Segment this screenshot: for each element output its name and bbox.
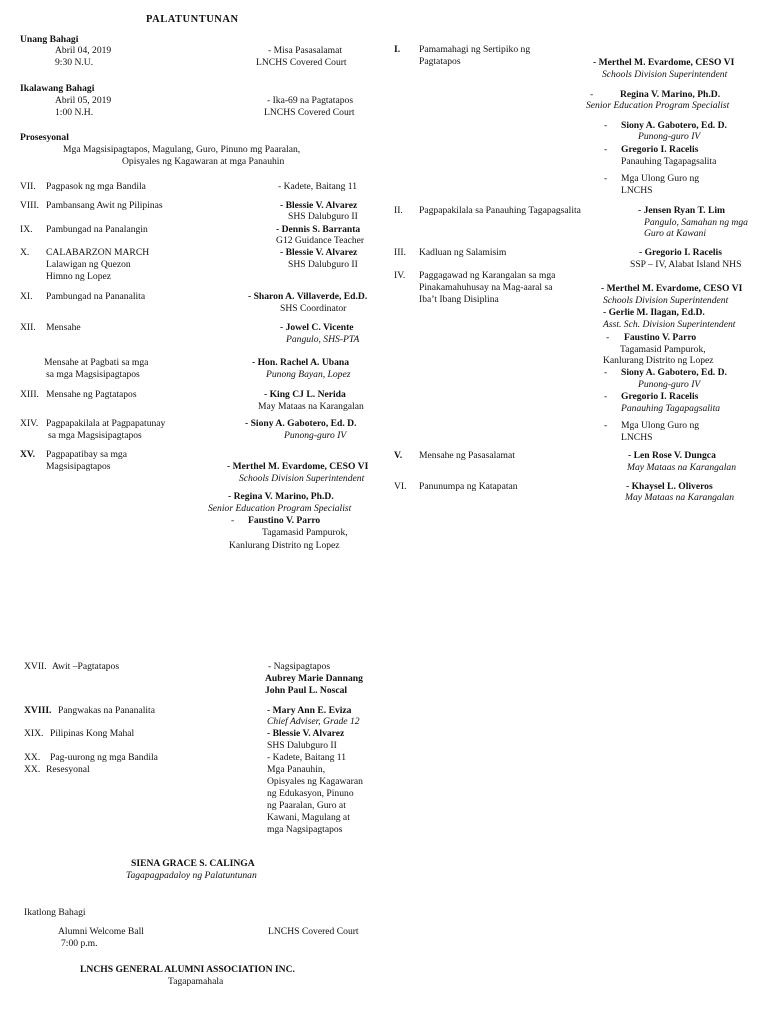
first-part-venue: LNCHS Covered Court — [256, 57, 347, 68]
performer-role: Schools Division Superintendent — [603, 295, 729, 306]
third-part-venue: LNCHS Covered Court — [268, 926, 359, 937]
performer-role: Panauhing Tagapagsalita — [621, 403, 721, 414]
program-item: Mensahe at Pagbati sa mga — [44, 357, 149, 368]
program-performer: - King CJ L. Nerida — [264, 389, 346, 400]
performer-role: SHS Dalubguro II — [288, 211, 358, 222]
performer-role: SHS Dalubguro II — [288, 259, 358, 270]
item-number: I. — [394, 44, 401, 55]
emcee-role: Tagapagpadaloy ng Palatuntunan — [126, 870, 257, 881]
item-number: II. — [394, 205, 403, 216]
performer-role-line2: Guro at Kawani — [644, 228, 707, 239]
program-performer: - Jowel C. Vicente — [280, 322, 354, 333]
performer-role: Pangulo, Samahan ng mga — [644, 217, 748, 228]
program-item: Resesyonal — [46, 764, 90, 775]
program-item: Pag-uurong ng mga Bandila — [50, 752, 158, 763]
item-number: VII. — [20, 181, 36, 192]
program-performer-line2: LNCHS — [621, 432, 653, 443]
second-part-event: - Ika-69 na Pagtatapos — [267, 95, 354, 106]
performer-role-line2: Kanlurang Distrito ng Lopez — [603, 355, 714, 366]
program-performer: - Dennis S. Barranta — [276, 224, 361, 235]
page-title: PALATUNTUNAN — [146, 14, 239, 25]
program-performer-line2: LNCHS — [621, 185, 653, 196]
program-performer: - Kadete, Baitang 11 — [278, 181, 358, 192]
program-performer: - Khaysel L. Oliveros — [626, 481, 713, 492]
performer-role: May Mataas na Karangalan — [627, 462, 736, 473]
program-performer: Mga Ulong Guro ng — [621, 173, 700, 184]
program-performer: - Blessie V. Alvarez — [267, 728, 345, 739]
program-performer: Siony A. Gabotero, Ed. D. — [621, 120, 727, 131]
performer-role: Punong Bayan, Lopez — [266, 369, 351, 380]
third-part-time: 7:00 p.m. — [61, 938, 98, 949]
item-number: XIX. — [24, 728, 44, 739]
item-number: XX. — [24, 752, 41, 763]
program-performer: Siony A. Gabotero, Ed. D. — [621, 367, 727, 378]
bullet-dash: - — [604, 144, 608, 155]
item-number: IX. — [20, 224, 33, 235]
performer-role: May Mataas na Karangalan — [625, 492, 734, 503]
bullet-dash: - — [604, 391, 608, 402]
second-part-venue: LNCHS Covered Court — [264, 107, 355, 118]
program-item: Pagpapatibay sa mga — [46, 449, 127, 460]
performer-role: May Mataas na Karangalan — [258, 401, 364, 412]
performer-role: Punong-guro IV — [638, 379, 701, 390]
program-performer: - Len Rose V. Dungca — [628, 450, 716, 461]
item-number: X. — [20, 247, 30, 258]
performer-role: Senior Education Program Specialist — [586, 100, 730, 111]
performer-name: Aubrey Marie Dannang — [265, 673, 363, 684]
program-item: Pambansang Awit ng Pilipinas — [46, 200, 163, 211]
program-item-line2: sa mga Magsisipagtapos — [48, 430, 142, 441]
performer-role: Chief Adviser, Grade 12 — [267, 716, 360, 727]
program-item: Mensahe ng Pasasalamat — [419, 450, 515, 461]
performer-role: Schools Division Superintendent — [239, 473, 365, 484]
performer-role: Punong-guro IV — [638, 131, 701, 142]
item-number: XII. — [20, 322, 36, 333]
program-performer: - Mary Ann E. Eviza — [267, 705, 352, 716]
program-performer: - Jensen Ryan T. Lim — [638, 205, 725, 216]
performer-name: John Paul L. Noscal — [265, 685, 348, 696]
program-item: Pagpasok ng mga Bandila — [46, 181, 146, 192]
program-performer: - Kadete, Baitang 11 — [267, 752, 347, 763]
performer-role: Tagamasid Pampurok, — [620, 344, 706, 355]
program-performer: - Sharon A. Villaverde, Ed.D. — [248, 291, 368, 302]
program-item-line2: Pinakamahuhusay na Mag-aaral sa — [419, 282, 553, 293]
program-performer: - Siony A. Gabotero, Ed. D. — [245, 418, 357, 429]
item-number: XV. — [20, 449, 36, 460]
third-part-heading: Ikatlong Bahagi — [24, 907, 86, 918]
program-performer: - Hon. Rachel A. Ubana — [252, 357, 350, 368]
recessional-participant: ng Edukasyon, Pinuno — [267, 788, 354, 799]
item-number: XIV. — [20, 418, 39, 429]
item-number: VI. — [394, 481, 407, 492]
performer-role: Asst. Sch. Division Superintendent — [603, 319, 736, 330]
program-item-line2: Pagtatapos — [419, 56, 461, 67]
program-performer: - Nagsipagtapos — [268, 661, 331, 672]
item-number: IV. — [394, 270, 406, 281]
processional-heading: Prosesyonal — [20, 132, 69, 143]
program-item: Awit –Pagtatapos — [52, 661, 120, 672]
bullet-dash: - — [231, 515, 235, 526]
program-item: Pangwakas na Pananalita — [58, 705, 155, 716]
second-part-heading: Ikalawang Bahagi — [20, 83, 95, 94]
recessional-participant: mga Nagsipagtapos — [267, 824, 343, 835]
item-number: XVIII. — [24, 705, 52, 716]
item-number: V. — [394, 450, 403, 461]
emcee-name: SIENA GRACE S. CALINGA — [131, 858, 255, 869]
performer-role: Pangulo, SHS-PTA — [286, 334, 360, 345]
performer-role: G12 Guidance Teacher — [276, 235, 365, 246]
third-part-event: Alumni Welcome Ball — [58, 926, 144, 937]
bullet-dash: - — [606, 332, 610, 343]
bullet-dash: - — [590, 89, 594, 100]
program-item: Pambungad na Pananalita — [46, 291, 146, 302]
processional-line2: Opisyales ng Kagawaran at mga Panauhin — [122, 156, 285, 167]
bullet-dash: - — [604, 420, 608, 431]
first-part-event: - Misa Pasasalamat — [268, 45, 343, 56]
program-item: Mensahe ng Pagtatapos — [46, 389, 137, 400]
performer-role: SSP – IV, Alabat Island NHS — [630, 259, 742, 270]
program-performer: Faustino V. Parro — [248, 515, 321, 526]
performer-role: Punong-guro IV — [284, 430, 347, 441]
first-part-date: Abril 04, 2019 — [55, 45, 112, 56]
program-performer: Gregorio I. Racelis — [621, 144, 699, 155]
program-performer: Gregorio I. Racelis — [621, 391, 699, 402]
performer-role: SHS Dalubguro II — [267, 740, 337, 751]
program-item-line2: Magsisipagtapos — [46, 461, 111, 472]
program-item: Pagpapakilala sa Panauhing Tagapagsalita — [419, 205, 581, 216]
program-item: CALABARZON MARCH — [46, 247, 150, 258]
program-item-line3: Himno ng Lopez — [46, 271, 112, 282]
performer-role-line2: Kanlurang Distrito ng Lopez — [229, 540, 340, 551]
item-number: III. — [394, 247, 406, 258]
performer-role: Tagamasid Pampurok, — [262, 527, 348, 538]
recessional-participant: Kawani, Magulang at — [267, 812, 350, 823]
item-number: VIII. — [20, 200, 39, 211]
performer-role: Senior Education Program Specialist — [208, 503, 352, 514]
bullet-dash: - — [604, 120, 608, 131]
program-performer: - Merthel M. Evardome, CESO VI — [227, 461, 369, 472]
item-number: XX. — [24, 764, 41, 775]
first-part-time: 9:30 N.U. — [55, 57, 94, 68]
item-number: XIII. — [20, 389, 39, 400]
program-performer: - Gregorio I. Racelis — [639, 247, 722, 258]
item-number: XVII. — [24, 661, 47, 672]
program-item: Pambungad na Panalangin — [46, 224, 148, 235]
program-item: Pagpapakilala at Pagpapatunay — [46, 418, 166, 429]
item-number: XI. — [20, 291, 33, 302]
program-item: Mensahe — [46, 322, 81, 333]
program-item: Kadluan ng Salamisim — [419, 247, 507, 258]
program-performer: - Regina V. Marino, Ph.D. — [228, 491, 334, 502]
second-part-date: Abril 05, 2019 — [55, 95, 112, 106]
program-performer: - Blessie V. Alvarez — [280, 200, 358, 211]
program-item: Pilipinas Kong Mahal — [50, 728, 135, 739]
program-item: Panunumpa ng Katapatan — [419, 481, 518, 492]
program-item-line2: sa mga Magsisipagtapos — [46, 369, 140, 380]
program-item-line3: Iba’t Ibang Disiplina — [419, 294, 499, 305]
program-item: Paggagawad ng Karangalan sa mga — [419, 270, 556, 281]
program-performer: - Blessie V. Alvarez — [280, 247, 358, 258]
processional-line1: Mga Magsisipagtapos, Magulang, Guro, Pinuno mg Paaralan, — [63, 144, 301, 155]
performer-role: Schools Division Superintendent — [602, 69, 728, 80]
program-item-line2: Lalawigan ng Quezon — [46, 259, 131, 270]
second-part-time: 1:00 N.H. — [55, 107, 94, 118]
program-performer: - Gerlie M. Ilagan, Ed.D. — [603, 307, 705, 318]
program-performer: Mga Ulong Guro ng — [621, 420, 700, 431]
recessional-participant: ng Paaralan, Guro at — [267, 800, 346, 811]
first-part-heading: Unang Bahagi — [20, 34, 79, 45]
performer-role: SHS Coordinator — [280, 303, 347, 314]
recessional-participant: Opisyales ng Kagawaran — [267, 776, 363, 787]
program-performer: Regina V. Marino, Ph.D. — [620, 89, 721, 100]
program-performer: - Merthel M. Evardome, CESO VI — [593, 57, 735, 68]
bullet-dash: - — [604, 367, 608, 378]
program-performer: - Merthel M. Evardome, CESO VI — [601, 283, 743, 294]
organizer-role: Tagapamahala — [168, 976, 224, 987]
program-performer: Faustino V. Parro — [624, 332, 697, 343]
organizer-name: LNCHS GENERAL ALUMNI ASSOCIATION INC. — [80, 964, 295, 975]
program-item: Pamamahagi ng Sertipiko ng — [419, 44, 531, 55]
recessional-participant: Mga Panauhin, — [267, 764, 326, 775]
bullet-dash: - — [604, 173, 608, 184]
performer-role: Panauhing Tagapagsalita — [621, 156, 717, 167]
